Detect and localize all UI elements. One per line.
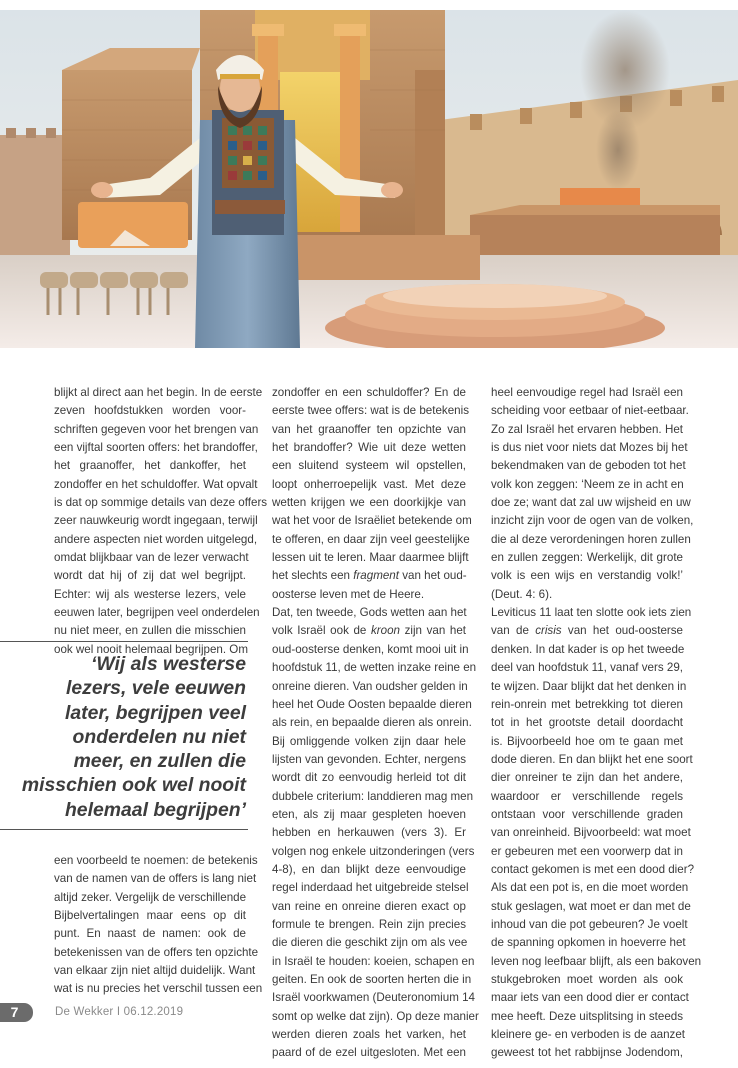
column-1-top (54, 384, 268, 659)
text-line: leven nog leefbaar blijft, als een bakoven (491, 954, 702, 968)
text-line: wat is nu precies het verschil tussen een (54, 982, 263, 996)
text-line: zeven hoofdstukken worden voor- (54, 404, 246, 418)
text-line: andere aspecten niet worden uitgelegd, (54, 532, 258, 546)
pull-quote-line: helemaal begrijpen’ (64, 798, 246, 821)
pull-quote-line: ‘Wij als westerse (90, 653, 246, 675)
text-line: Echter: wij als westerse lezers, vele (54, 587, 246, 601)
column-1-bottom (54, 852, 263, 999)
emphasis-crisis: crisis (535, 624, 562, 638)
text-line: zondoffer en het schuldoffer. Wat opvalt (54, 477, 258, 491)
column-2 (272, 384, 479, 1063)
text-line: Dat, ten tweede, Gods wetten aan het (272, 606, 467, 620)
text-line: te wijzen. Daar blijkt dat het denken in (491, 679, 687, 693)
text-line: loopt onherroepelijk vast. Met deze (272, 477, 466, 491)
text-line: volk is een wijs en verstandig volk!’ (491, 569, 683, 583)
paragraph (272, 384, 472, 604)
text-line: dier onreiner te zijn dan het andere, (491, 771, 683, 785)
pull-quote (0, 652, 246, 822)
text-line: Leviticus 11 laat ten slotte ook iets zien (491, 606, 692, 620)
text-line: van elkaar zijn niet altijd duidelijk. Want (54, 964, 256, 978)
text-line: onreine dieren. Van oudsher gelden in (272, 679, 468, 693)
text-line: inzicht zijn voor de ogen van de volken, (491, 514, 694, 528)
text-run: volk Israël ook de (272, 624, 371, 638)
text-line: ontstaan voor verschillende graden (491, 807, 683, 821)
text-line: eerste twee offers: wat is de betekenis (272, 404, 469, 418)
text-line: somt op welke dat zijn). Op deze manier (272, 1009, 479, 1023)
pull-quote-line: onderdelen nu niet (72, 725, 246, 748)
quote-rule-top (0, 641, 248, 642)
text-line: en zullen zeggen: Werkelijk, dit grote (491, 551, 683, 565)
text-line: inhoud van die pot gebeuren? Je voelt (491, 917, 688, 931)
text-line: van het graanoffer ten opzichte van (272, 422, 466, 436)
paragraph (491, 384, 694, 604)
text-line: Bijbelvertalingen maar eens op dit (54, 909, 246, 923)
paragraph (491, 604, 702, 1063)
paragraph (54, 852, 263, 999)
text-line: mee heeft. Deze uitsplitsing in steeds (491, 1009, 684, 1023)
text-line: een sluitend systeem wil opstellen, (272, 459, 466, 473)
text-line: volk kon zeggen: ‘Neem ze in acht en (491, 477, 684, 491)
text-line: het brandoffer? Wie uit deze wetten (272, 441, 466, 455)
text-line: tot in het grootste detail doordacht (491, 716, 683, 730)
text-line: hebben en herkauwen (vers 3). Er (272, 826, 466, 840)
text-line (272, 567, 466, 585)
text-line: waardoor er verschillende regels (491, 789, 683, 803)
text-line: er gebeuren met een voorwerp dat in (491, 844, 683, 858)
text-line (491, 622, 683, 640)
text-line: wetten krijgen we een doorkijkje van (272, 496, 466, 510)
text-line: lijsten van gevonden. Echter, nergens (272, 752, 466, 766)
text-run: het slechts een (272, 569, 354, 583)
hero-illustration (0, 10, 738, 348)
text-line: van onreinheid. Bijvoorbeeld: wat moet (491, 826, 691, 840)
text-line: zeer nauwkeurig wordt ingegaan, terwijl (54, 514, 258, 528)
text-line: wordt dit zo eenvoudig herleid tot dit (272, 771, 466, 785)
text-line: ook wel nooit helemaal begrijpen. Om (54, 642, 248, 656)
text-line: denken. In dat kader is op het tweede (491, 642, 685, 656)
text-line: paard of de ezel uitgesloten. Met een (272, 1046, 466, 1060)
pull-quote-line: misschien ook wel nooit (21, 774, 246, 797)
text-line: stukgebroken moet worden als ook (491, 973, 683, 986)
paragraph (54, 384, 268, 659)
temple-scene (0, 10, 738, 348)
pull-quote-line: later, begrijpen veel (64, 701, 246, 724)
text-line: punt. En naast de namen: ook de (54, 927, 246, 941)
text-line: dode dieren. En dan blijkt het ene soort (491, 752, 693, 766)
text-line: rein-onrein met betrekking tot dieren (491, 697, 683, 711)
text-line: een vijftal soorten offers: het brandoffer, (54, 441, 258, 455)
text-line: hoofdstuk 11, de wetten inzake reine en (272, 661, 477, 675)
text-line: geiten. En ook de soorten herten die in (272, 973, 472, 986)
text-line: 4-8), en dan blijkt deze eenvoudige (272, 862, 466, 876)
text-line: formule te brengen. Rein zijn precies (272, 917, 466, 931)
text-line: van reine en onreine dieren exact op (272, 899, 466, 913)
text-line: een voorbeeld te noemen: de betekenis (54, 854, 258, 867)
text-line: wat het voor de Israëliet betekende om (272, 514, 472, 528)
page-number: 7 (0, 1003, 33, 1022)
text-line: stuk geslagen, wat moet er dan met de (491, 899, 691, 913)
text-line: (Deut. 4: 6). (491, 587, 553, 601)
text-line: schriften gegeven voor het brengen van (54, 422, 259, 436)
text-line: van de namen van de offers is lang niet (54, 872, 257, 886)
text-line: maar iets van een dood dier er contact (491, 991, 689, 1005)
text-line: wordt dat hij of zij dat wel begrijpt. (54, 569, 246, 583)
text-run: van de (491, 624, 536, 638)
text-line: lessen uit te leren. Maar daarmee blijft (272, 551, 469, 565)
text-line: Als dat een pot is, en die moet worden (491, 881, 689, 895)
text-line: is dat op sommige details van deze offers (54, 496, 268, 510)
text-line: te offeren, en daar zijn veel geestelijke (272, 532, 470, 546)
text-line (272, 622, 466, 640)
text-line: in Israël te houden: koeien, schapen en (272, 954, 475, 968)
text-line: Israël voorkwamen (Deuteronomium 14 (272, 991, 475, 1005)
emphasis-kroon: kroon (370, 624, 400, 638)
text-line: het graanoffer, het dankoffer, het (54, 459, 246, 473)
text-line: heel eenvoudige regel had Israël een (491, 386, 683, 399)
text-line: omdat blijkbaar van de lezer verwacht (54, 551, 249, 565)
text-line: werden dieren zoals het varken, het (272, 1028, 466, 1042)
text-line: als rein, en bepaalde dieren als onrein. (272, 716, 472, 730)
text-line: volgen nog enkele uitzonderingen (vers (272, 844, 475, 858)
text-line: doe ze; want dat zal uw wijsheid en uw (491, 496, 691, 510)
footer-publication-date: De Wekker I 06.12.2019 (55, 1006, 184, 1018)
text-line: dubbele criterium: landdieren mag men (272, 789, 474, 803)
text-line: altijd zeker. Vergelijk de verschillende (54, 890, 247, 904)
text-line: bekendmaken van de geboden tot het (491, 459, 686, 473)
text-line: de spanning opkomen in hoeverre het (491, 936, 686, 950)
text-line: deel van hoofdstuk 11, vanaf vers 29, (491, 661, 683, 675)
emphasis-fragment: fragment (353, 569, 399, 583)
text-line: betekenissen van de offers ten opzichte (54, 945, 259, 959)
text-line: regel inderdaad het uitgebreide stelsel (272, 881, 469, 895)
text-line: blijkt al direct aan het begin. In de eerste (54, 386, 263, 399)
text-run: van het oud- (398, 569, 467, 583)
text-line: geweest tot het rabbijnse Jodendom, (491, 1046, 683, 1060)
text-line: die al deze verordeningen horen zullen (491, 532, 691, 546)
text-line: is. Bijvoorbeeld hoe om te gaan met (491, 734, 683, 748)
text-line: scheiding voor eetbaar of niet-eetbaar. (491, 404, 689, 418)
text-line: nu niet meer, en zullen die misschien (54, 624, 246, 638)
text-run: van het oud-oosterse (561, 624, 683, 638)
quote-rule-bottom (0, 829, 248, 830)
text-line: eeuwen later, begrijpen veel onderdelen (54, 606, 260, 620)
text-line: eten, als zij maar gespleten hoeven (272, 807, 466, 821)
text-line: Zo zal Israël het ervaren hebben. Het (491, 422, 683, 436)
text-line: contact gekomen is met een dood dier? (491, 862, 695, 876)
paragraph (272, 604, 479, 1063)
text-line: Bij omliggende volken zijn daar hele (272, 734, 466, 748)
pull-quote-line: meer, en zullen die (73, 750, 246, 773)
text-line: is dus niet voor niets dat Mozes bij het (491, 441, 688, 455)
text-run: zijn van het (399, 624, 466, 638)
text-line: kleinere ge- en verboden is de aanzet (491, 1028, 686, 1042)
pull-quote-line: lezers, vele eeuwen (65, 677, 246, 700)
text-line: die dieren die geschikt zijn om als vee (272, 936, 468, 950)
text-line: heel het Oude Oosten bepaalde dieren (272, 697, 472, 711)
text-line: zondoffer en een schuldoffer? En de (272, 386, 466, 399)
text-line: oud-oosterse denken, komt mooi uit in (272, 642, 469, 656)
text-line: oosterse leven met de Heere. (272, 587, 425, 601)
column-3 (491, 384, 702, 1063)
